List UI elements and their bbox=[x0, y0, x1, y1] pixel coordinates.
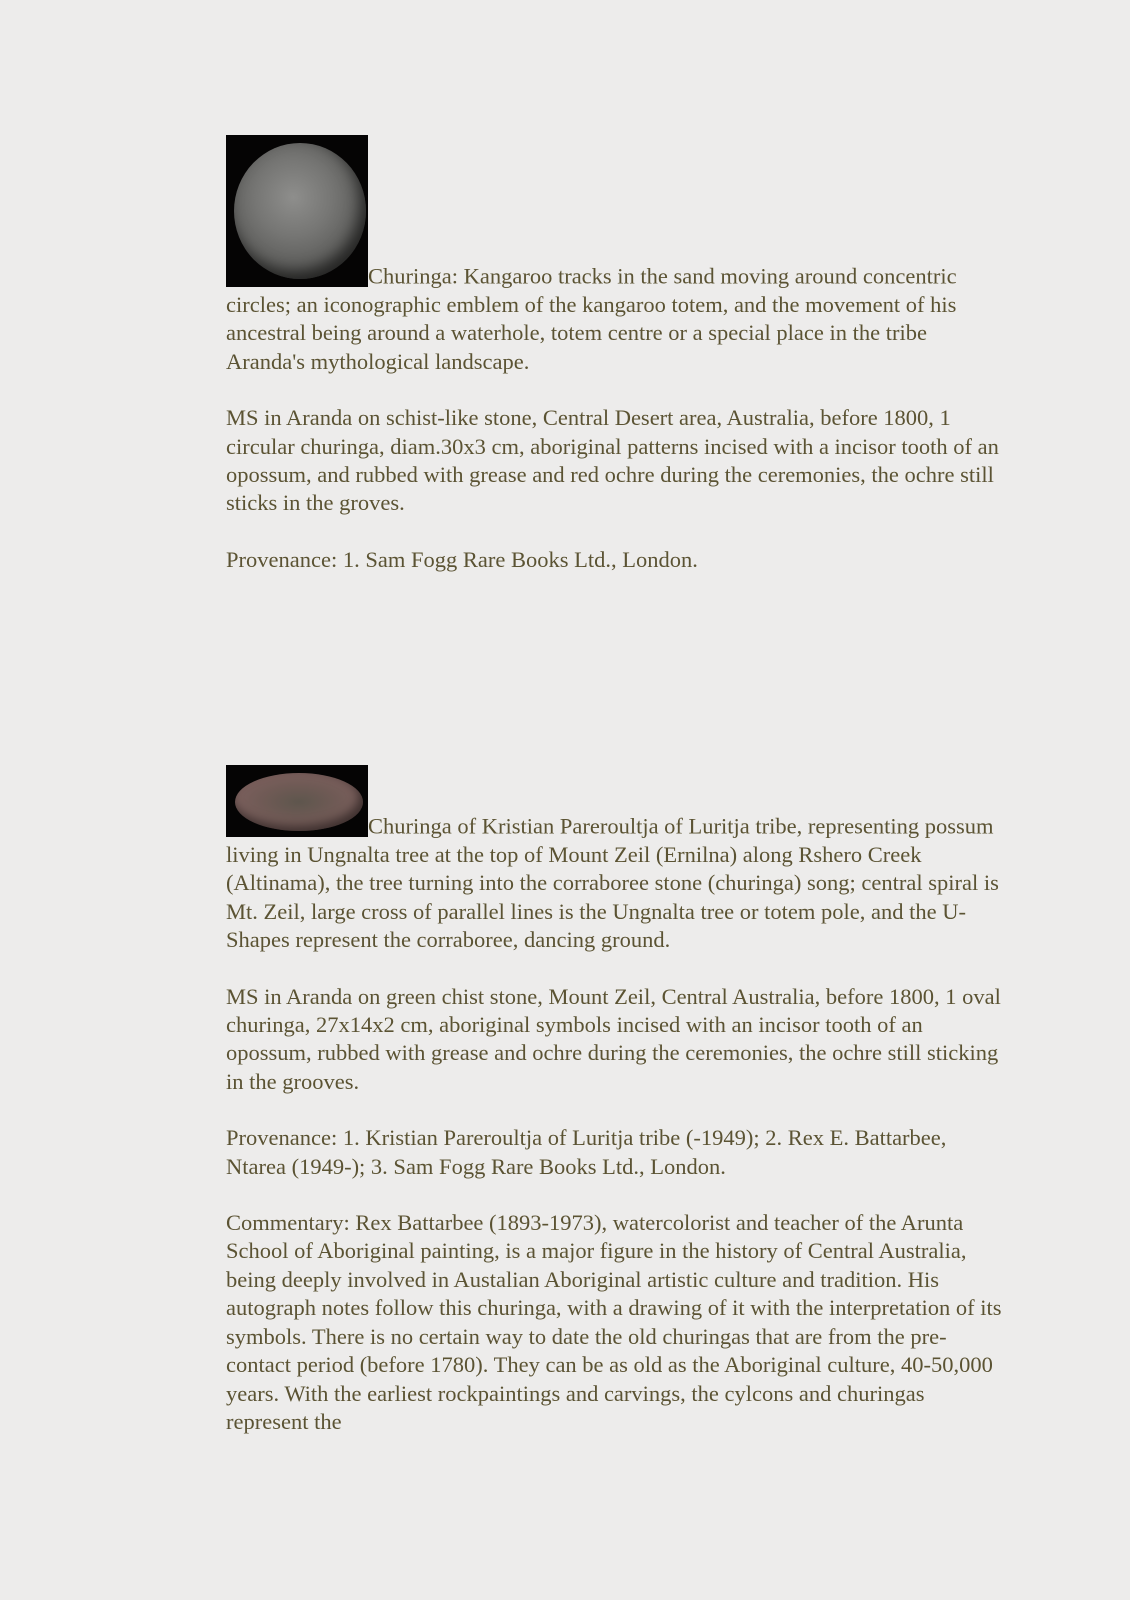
entry-description: MS in Aranda on schist-like stone, Central Desert area, Australia, before 1800, 1 circular churinga, diam.30x3 cm, aboriginal patterns incised with a incisor tooth of an opossum, and rubbed with grease and red ochre during the ceremonies, the ochre still sticks in the groves. bbox=[226, 405, 999, 516]
stone-graphic bbox=[235, 773, 363, 831]
entry-caption: Churinga of Kristian Pareroultja of Luritja tribe, representing possum living in Ungnalta tree at the top of Mount Zeil (Ernilna) along Rshero Creek (Altinama), the tree turning into the corraboree stone (churinga) song; central spiral is Mt. Zeil, large cross of parallel lines is the Ungnalta tree or totem pole, and the U-Shapes represent the corraboree, dancing ground. bbox=[226, 813, 999, 953]
churinga-image-round bbox=[226, 135, 368, 287]
stone-graphic bbox=[234, 143, 366, 279]
entry-description: MS in Aranda on green chist stone, Mount Zeil, Central Australia, before 1800, 1 oval churinga, 27x14x2 cm, aboriginal symbols incised with an incisor tooth of an opossum, rubbed with grease and ochre during the ceremonies, the ochre still sticking in the grooves. bbox=[226, 983, 1001, 1094]
churinga-entry-2 bbox=[226, 765, 1006, 1464]
entry-caption: Churinga: Kangaroo tracks in the sand moving around concentric circles; an iconographic emblem of the kangaroo totem, and the movement of his ancestral being around a waterhole, totem centre or a special place in the tribe Aranda's mythological landscape. bbox=[226, 263, 957, 374]
entry-caption-paragraph bbox=[226, 135, 1006, 376]
entry-commentary: Commentary: Rex Battarbee (1893-1973), watercolorist and teacher of the Arunta School of Aboriginal painting, is a major figure in the history of Central Australia, being deeply involved in Austalian Aboriginal artistic culture and tradition. His autograph notes follow this churinga, with a drawing of it with the interpretation of its symbols. There is no certain way to date the old churingas that are from the pre-contact period (before 1780). They can be as old as the Aboriginal culture, 40-50,000 years. With the earliest rockpaintings and carvings, the cylcons and churingas represent the bbox=[226, 1210, 1002, 1434]
entry-provenance: Provenance: 1. Kristian Pareroultja of Luritja tribe (-1949); 2. Rex E. Battarbee, Ntarea (1949-); 3. Sam Fogg Rare Books Ltd., London. bbox=[226, 1125, 947, 1179]
churinga-entry-1 bbox=[226, 135, 1006, 602]
entry-caption-paragraph bbox=[226, 765, 1006, 955]
entry-provenance: Provenance: 1. Sam Fogg Rare Books Ltd., London. bbox=[226, 546, 698, 572]
churinga-image-oval bbox=[226, 765, 368, 837]
